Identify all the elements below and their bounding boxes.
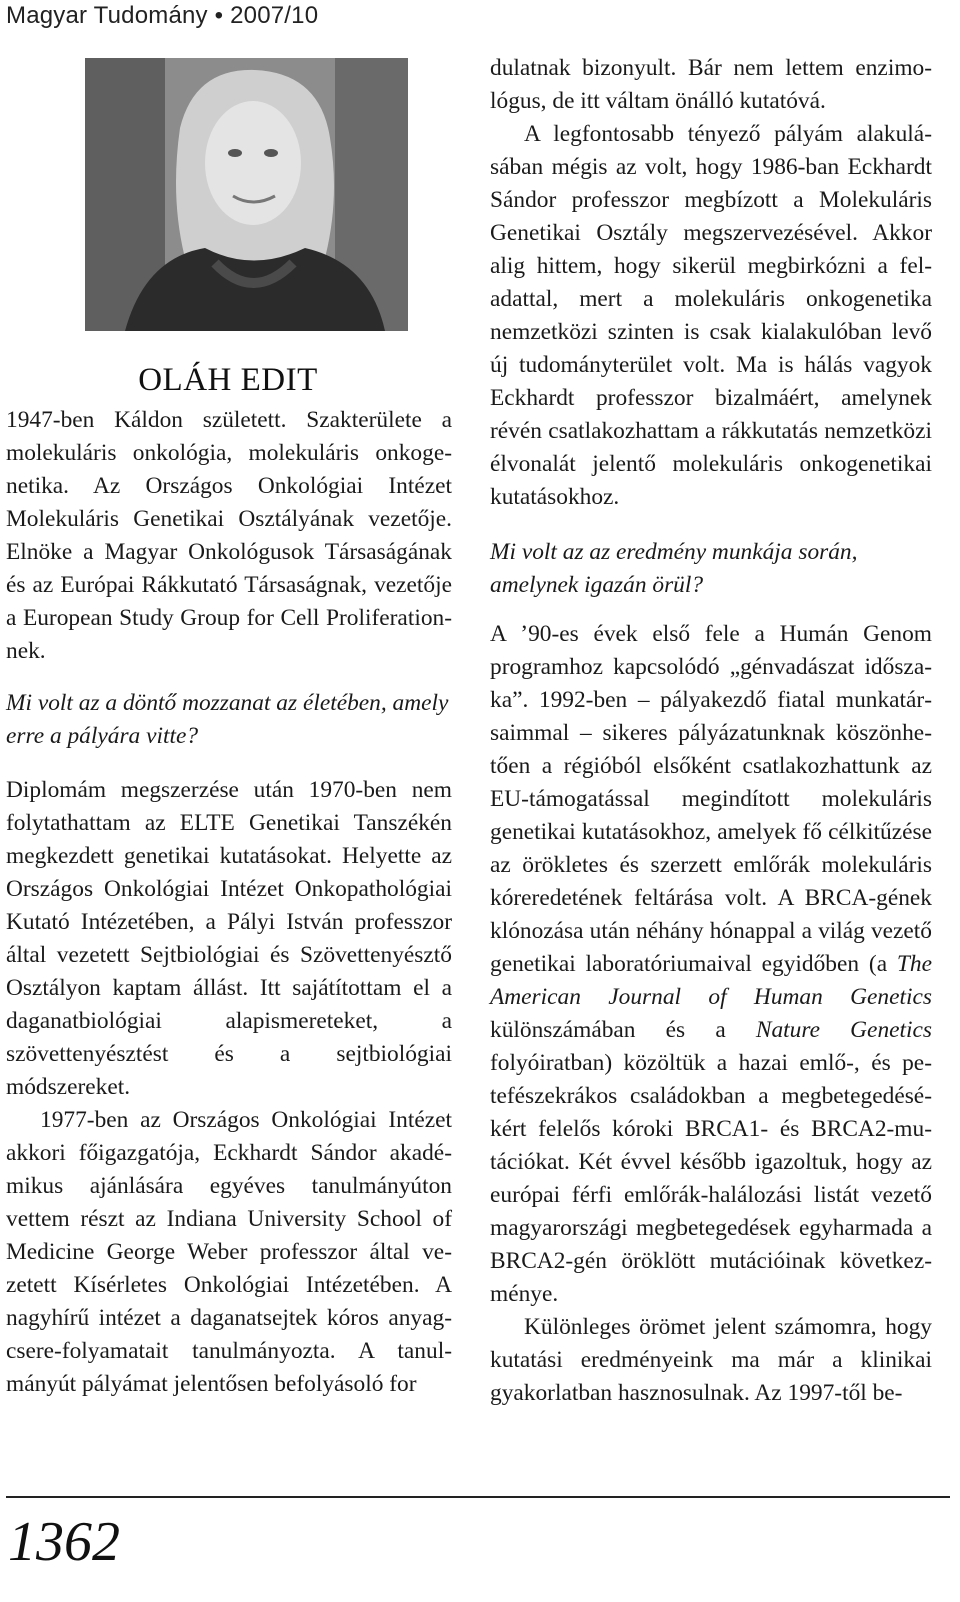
answer-2-text-c: folyóiratban) közöltük a hazai emlő-, és petefészekrákos családokban a megbetegedésékért felelős kóroki BRCA1- és BRCA2-mutációkat. Két évvel később igazoltuk, hogy az európai férfi emlőrák-halálozási listát vezető magyarországi megbetegedések egyharmada a BRCA2-gén öröklött mutációinak következménye.	[490, 1050, 932, 1307]
answer-2-text-b: különszámában és a	[490, 1017, 756, 1043]
journal-title-ajhg: The American Journal of Human Genetics	[490, 951, 932, 1010]
answer-2-paragraph-1	[490, 618, 932, 1311]
interview-question-2: Mi volt az az eredmény munkája során, amelynek igazán örül?	[490, 539, 858, 598]
footer-rule	[6, 1496, 950, 1498]
left-column	[6, 404, 452, 1401]
right-column	[490, 52, 932, 1410]
answer-2-text-a: A ’90-es évek első fele a Humán Genom programhoz kapcsolódó „génvadászat időszaka”. 1992-ben – pályakezdő fiatal munkatársaimmal – sikeres pályázatunknak köszönhetően a régióból elsőként csatlakozhattunk az EU-támogatással megindított molekuláris genetikai kutatásokhoz, amelyek fő célkitűzése az örökletes és szerzett emlőrák molekuláris kóreredetének feltárása volt. A BRCA-gének klónozása után néhány hónappal a világ vezető genetikai laboratóriumaival egyidőben (a	[490, 621, 932, 977]
author-portrait	[85, 58, 408, 331]
continued-paragraph: dulatnak bizonyult. Bár nem lettem enzimológus, de itt váltam önálló kutatóvá.	[490, 55, 932, 114]
answer-1-paragraph-1: Diplomám megszerzése után 1970-ben nem folytathattam az ELTE Genetikai Tanszékén megkezdett genetikai kutatásokat. Helyette az Országos Onkológiai Intézet Onkopathológiai Kutató Intézetében, a Pályi István professzor által vezetett Sejtbiológiai és Szövettenyésztő Osztályon kaptam állást. Itt sajátítottam el a daganatbiológiai alapismereteket, a szövettenyésztést és a sejtbiológiai módszereket.	[6, 777, 452, 1100]
author-name: OLÁH EDIT	[138, 362, 318, 398]
answer-1-paragraph-3: A legfontosabb tényező pályám alakulásában mégis az volt, hogy 1986-ban Eckhardt Sándor professzor megbízott a Molekuláris Genetikai Osztály megszervezésével. Akkor alig hittem, hogy sikerül megbirkózni a feladattal, mert a molekuláris onkogenetika nemzetközi szinten is csak kialakulóban levő új tudományterület volt. Ma is hálás vagyok Eckhardt professzor bizalmáért, amelynek révén csatlakozhattam a rákkutatás nemzetközi élvonalát jelentő molekuláris onkogenetikai kutatásokhoz.	[490, 121, 932, 510]
journal-title-nature-genetics: Nature Genetics	[755, 1017, 933, 1043]
answer-2-paragraph-2: Különleges örömet jelent számomra, hogy kutatási eredményeink ma már a klinikai gyakorlatban hasznosulnak. Az 1997-től be-	[490, 1314, 932, 1406]
author-bio: 1947-ben Káldon született. Szakterülete a molekuláris onkológia, molekuláris onkogenetika. Az Országos Onkológiai Intézet Molekuláris Genetikai Osztályának vezetője. Elnöke a Magyar Onkológusok Társaságának és az Európai Rákkutató Társaságnak, vezetője a European Study Group for Cell Proliferation-nek.	[6, 407, 452, 664]
interview-question-1: Mi volt az a döntő mozzanat az életében, amely erre a pályára vitte?	[6, 690, 449, 749]
answer-1-paragraph-2: 1977-ben az Országos Onkológiai Intézet akkori főigazgatója, Eckhardt Sándor akadémikus ajánlására egyéves tanulmányúton vettem részt az Indiana University School of Medicine George Weber professzor által vezetett Kísérletes Onkológiai Intézetében. A nagyhírű intézet a daganatsejtek kóros anyagcsere-folyamatait tanulmányozta. A tanulmányút pályámat jelentősen befolyásoló for	[6, 1107, 452, 1397]
journal-header: Magyar Tudomány • 2007/10	[6, 2, 319, 29]
page-number: 1362	[8, 1511, 120, 1573]
